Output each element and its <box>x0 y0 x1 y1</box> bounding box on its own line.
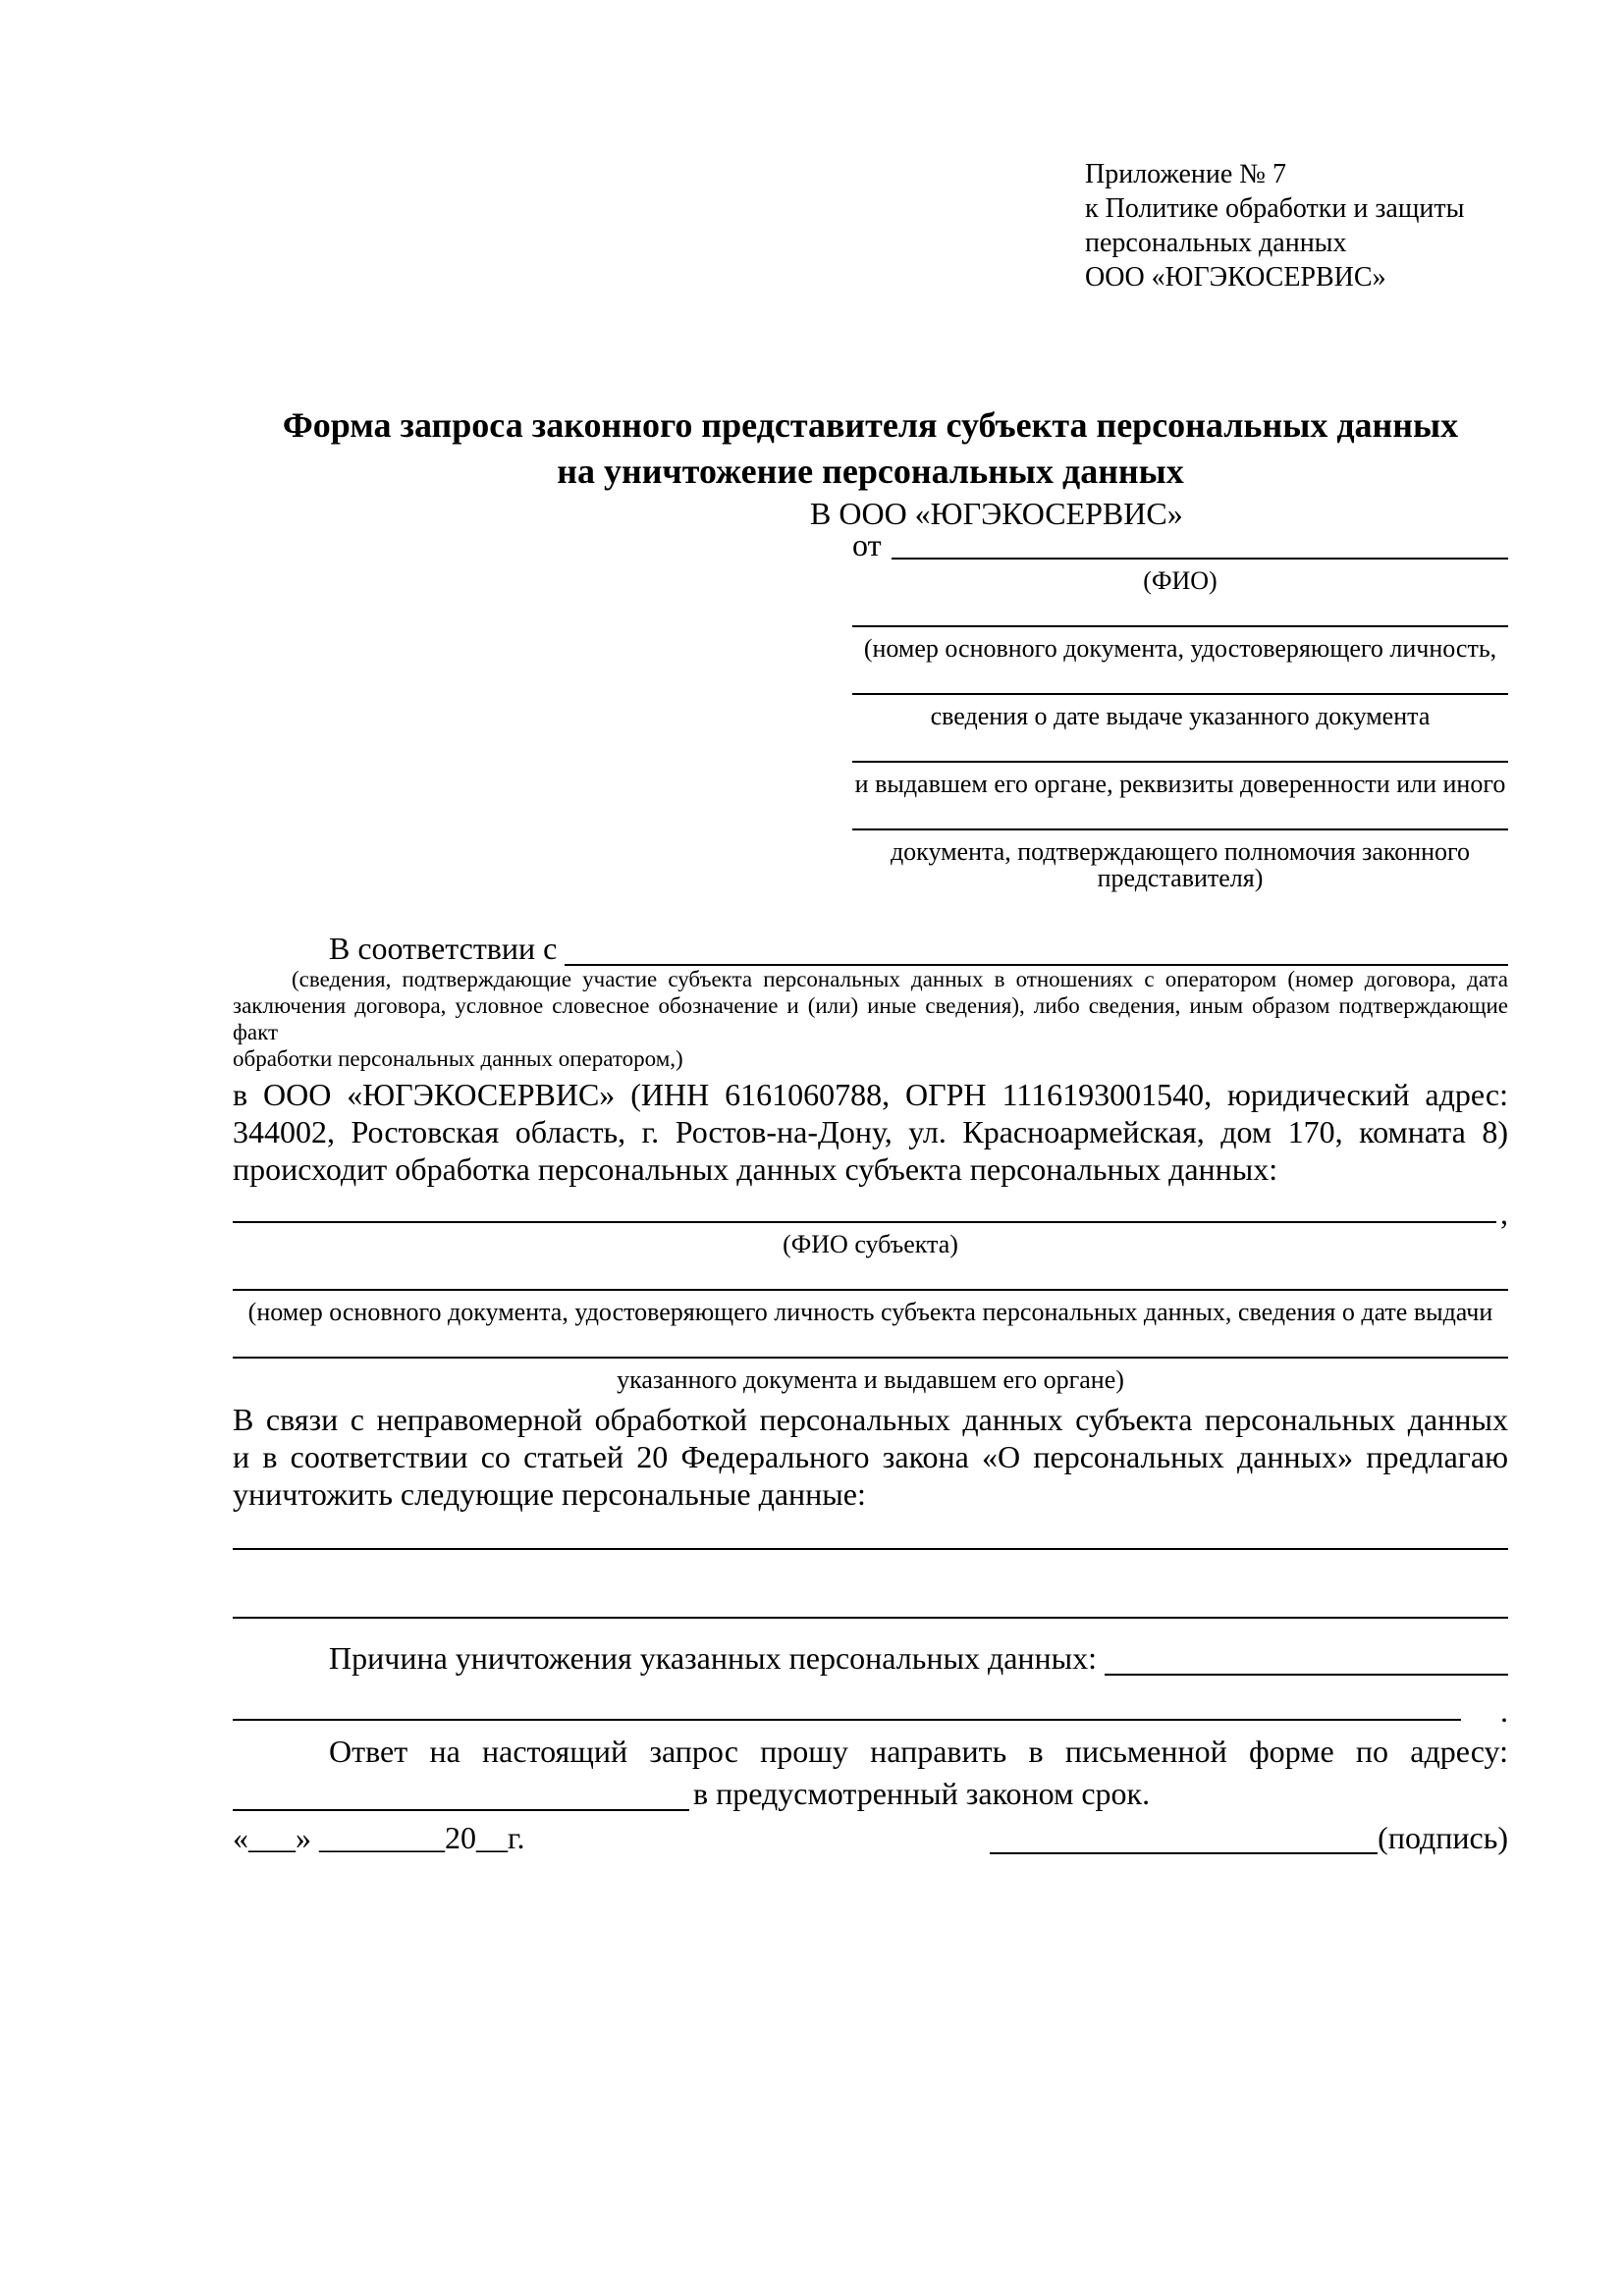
form-title <box>233 402 1508 495</box>
paragraph-line: и в соответствии со статьей 20 Федерального закона «О персональных данных» предлагаю <box>233 1439 1508 1474</box>
reason-blank <box>233 1719 1461 1721</box>
blank-line-row <box>233 1196 1508 1231</box>
comma-suffix: , <box>1500 1196 1508 1231</box>
from-label: от <box>852 527 882 562</box>
form-title-line-1: Форма запроса законного представителя субъекта персональных данных <box>282 405 1459 445</box>
note-line: обработки персональных данных оператором,) <box>233 1046 683 1071</box>
subject-doc-blank <box>233 1289 1508 1291</box>
accordance-label: В соответствии с <box>329 931 558 966</box>
paragraph-line: происходит обработка персональных данных субъекта персональных данных: <box>233 1151 1278 1187</box>
data-to-destroy-blank <box>233 1617 1508 1619</box>
note-line: (сведения, подтверждающие участие субъекта персональных данных в отношениях с оператором (номер договора, дата <box>292 967 1508 991</box>
field-caption: (номер основного документа, удостоверяющего личность субъекта персональных данных, сведения о дате выдачи <box>247 1298 1493 1326</box>
answer-line-2 <box>233 1770 1508 1811</box>
field-caption: (номер основного документа, удостоверяющего личность, <box>863 634 1497 663</box>
signature-blank <box>990 1852 1378 1854</box>
date-blank-text: «___» ________20__г. <box>233 1820 525 1855</box>
signature-caption: (подпись) <box>1378 1820 1508 1855</box>
reason-blank <box>1105 1674 1508 1676</box>
reason-label: Причина уничтожения указанных персональных данных: <box>329 1640 1098 1676</box>
representative-doc-field <box>852 625 1508 662</box>
recipient-line: В ООО «ЮГЭКОСЕРВИС» <box>810 496 1183 531</box>
reason-row <box>233 1636 1508 1676</box>
blank-line-row <box>233 1357 1508 1359</box>
representative-doc-field <box>852 761 1508 797</box>
data-to-destroy-blank <box>233 1548 1508 1550</box>
address-blank <box>233 1809 689 1811</box>
field-caption: (ФИО субъекта) <box>783 1230 958 1258</box>
request-paragraph <box>233 1401 1508 1513</box>
representative-block <box>852 527 1508 892</box>
note-line: заключения договора, условное словесное обозначение и (или) иные сведения), либо сведения, иным образом подтверждающие факт <box>233 993 1508 1044</box>
accordance-note <box>233 966 1508 1072</box>
appendix-header-line: к Политике обработки и защиты <box>1085 193 1465 224</box>
blank-line <box>852 625 1508 627</box>
appendix-header <box>1085 157 1508 294</box>
appendix-header-line: Приложение № 7 <box>1085 159 1286 189</box>
operator-paragraph <box>233 1076 1508 1188</box>
subject-name-blank <box>233 1221 1496 1223</box>
subject-name-field <box>233 1196 1508 1258</box>
appendix-header-line: ООО «ЮГЭКОСЕРВИС» <box>1085 262 1386 293</box>
representative-doc-field <box>852 828 1508 891</box>
from-row <box>852 527 1508 562</box>
paragraph-line: в ООО «ЮГЭКОСЕРВИС» (ИНН 6161060788, ОГРН 1116193001540, юридический адрес: <box>233 1077 1508 1112</box>
representative-name-blank <box>892 558 1508 560</box>
field-caption: указанного документа и выдавшем его органе) <box>617 1365 1124 1394</box>
field-caption: и выдавшем его органе, реквизиты доверенности или иного <box>854 770 1506 798</box>
blank-line-row <box>233 1289 1508 1291</box>
signature-area <box>990 1821 1508 1854</box>
reason-continuation-row <box>233 1693 1508 1729</box>
answer-line-2-text: в предусмотренный законом срок. <box>693 1776 1151 1811</box>
appendix-header-line: персональных данных <box>1085 228 1347 258</box>
subject-doc-field <box>233 1357 1508 1393</box>
field-caption-fio: (ФИО) <box>1143 566 1218 595</box>
field-caption: сведения о дате выдаче указанного документа <box>930 702 1431 730</box>
paragraph-line: 344002, Ростовская область, г. Ростов-на-Дону, ул. Красноармейская, дом 170, комната 8) <box>233 1114 1508 1149</box>
period-suffix: . <box>1500 1693 1508 1729</box>
signature-row <box>233 1819 1508 1854</box>
field-caption: документа, подтверждающего полномочия законного представителя) <box>890 837 1471 892</box>
subject-doc-field <box>233 1289 1508 1325</box>
paragraph-line: В связи с неправомерной обработкой персональных данных субъекта персональных данных <box>233 1402 1508 1437</box>
form-title-line-2: на уничтожение персональных данных <box>557 452 1184 491</box>
subject-doc-blank <box>233 1357 1508 1359</box>
accordance-row <box>233 927 1508 966</box>
paragraph-line: уничтожить следующие персональные данные: <box>233 1476 866 1512</box>
blank-line <box>852 828 1508 830</box>
blank-line <box>852 693 1508 695</box>
answer-line-1: Ответ на настоящий запрос прошу направить в письменной форме по адресу: <box>329 1734 1508 1769</box>
representative-doc-field <box>852 693 1508 729</box>
blank-line <box>852 761 1508 763</box>
